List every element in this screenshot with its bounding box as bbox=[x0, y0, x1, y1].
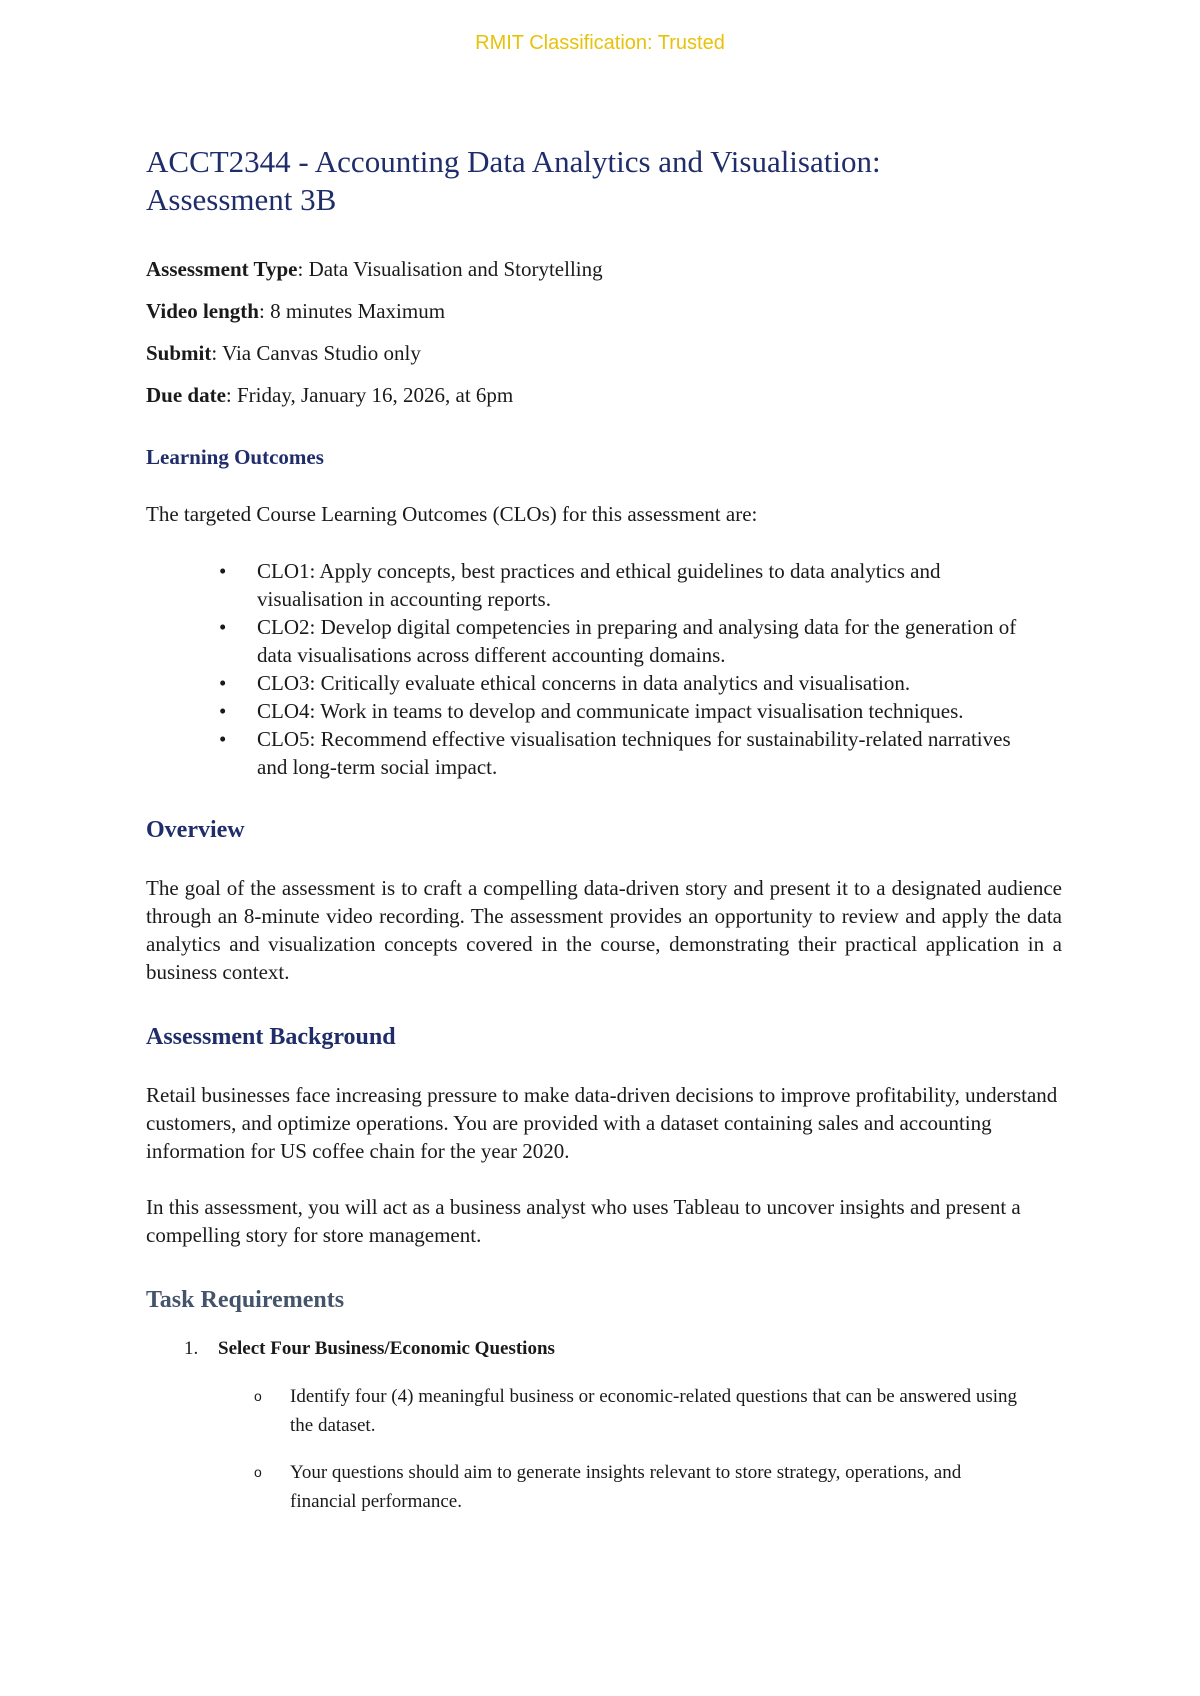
task-title: Select Four Business/Economic Questions bbox=[218, 1338, 555, 1359]
meta-label: Due date bbox=[146, 383, 226, 407]
learning-outcomes-intro: The targeted Course Learning Outcomes (CLOs) for this assessment are: bbox=[146, 502, 758, 526]
bullet-icon: • bbox=[219, 727, 227, 751]
clo-text: CLO4: Work in teams to develop and communicate impact visualisation techniques. bbox=[257, 699, 964, 723]
list-item bbox=[219, 697, 1037, 725]
document-title bbox=[146, 143, 1062, 219]
subitem-text: Your questions should aim to generate insights relevant to store strategy, operations, and financial performance. bbox=[290, 1462, 962, 1512]
overview-text: The goal of the assessment is to craft a compelling data-driven story and present it to a designated audience through an 8-minute video recording. The assessment provides an opportunity to review and apply the data analytics and visualization concepts covered in the course, demonstrating their practical application in a business context. bbox=[146, 876, 1062, 984]
document-title-line2: Assessment 3B bbox=[146, 182, 337, 217]
task-requirements-heading: Task Requirements bbox=[146, 1287, 345, 1313]
list-item bbox=[219, 557, 1037, 613]
clo-text: CLO3: Critically evaluate ethical concerns in data analytics and visualisation. bbox=[257, 671, 911, 695]
meta-value: : 8 minutes Maximum bbox=[258, 299, 446, 323]
clo-text: CLO2: Develop digital competencies in preparing and analysing data for the generation of data visualisations across different accounting domains. bbox=[257, 615, 1017, 667]
bullet-icon: • bbox=[219, 699, 227, 723]
meta-label: Assessment Type bbox=[146, 257, 298, 281]
background-paragraph-1: Retail businesses face increasing pressure to make data-driven decisions to improve profitability, understand customers, and optimize operations. You are provided with a dataset containing sales and accounting information for US coffee chain for the year 2020. bbox=[146, 1083, 1058, 1163]
task-number: 1. bbox=[184, 1338, 199, 1359]
list-item bbox=[254, 1382, 1030, 1440]
clo-text: CLO5: Recommend effective visualisation techniques for sustainability-related narratives and long-term social impact. bbox=[257, 727, 1011, 779]
assessment-type bbox=[146, 255, 1062, 283]
background-paragraph-2: In this assessment, you will act as a business analyst who uses Tableau to uncover insights and present a compelling story for store management. bbox=[146, 1195, 1021, 1247]
subitem-text: Identify four (4) meaningful business or economic-related questions that can be answered using the dataset. bbox=[290, 1386, 1018, 1436]
due-date bbox=[146, 381, 1062, 409]
meta-value: : Data Visualisation and Storytelling bbox=[297, 257, 603, 281]
clo-list bbox=[146, 557, 1062, 781]
overview-heading: Overview bbox=[146, 817, 245, 843]
document-title-line1: ACCT2344 - Accounting Data Analytics and Visualisation: bbox=[146, 144, 881, 179]
learning-outcomes-heading: Learning Outcomes bbox=[146, 445, 324, 469]
bullet-icon: • bbox=[219, 559, 227, 583]
assessment-details bbox=[146, 255, 1062, 409]
bullet-icon: • bbox=[219, 615, 227, 639]
meta-value: : Via Canvas Studio only bbox=[211, 341, 421, 365]
clo-text: CLO1: Apply concepts, best practices and ethical guidelines to data analytics and visualisation in accounting reports. bbox=[257, 559, 941, 611]
task-sub-list bbox=[184, 1382, 1062, 1516]
video-length bbox=[146, 297, 1062, 325]
list-item bbox=[254, 1458, 1030, 1516]
circle-bullet-icon: o bbox=[254, 1464, 262, 1480]
task-item bbox=[184, 1338, 1062, 1516]
circle-bullet-icon: o bbox=[254, 1388, 262, 1404]
meta-label: Video length bbox=[146, 299, 259, 323]
bullet-icon: • bbox=[219, 671, 227, 695]
list-item bbox=[219, 725, 1037, 781]
task-list bbox=[146, 1338, 1062, 1516]
classification-label: RMIT Classification: Trusted bbox=[475, 32, 725, 54]
submit-method bbox=[146, 339, 1062, 367]
list-item bbox=[219, 669, 1037, 697]
background-heading: Assessment Background bbox=[146, 1024, 396, 1050]
list-item bbox=[219, 613, 1037, 669]
meta-value: : Friday, January 16, 2026, at 6pm bbox=[225, 383, 514, 407]
document-page bbox=[146, 143, 1062, 1534]
meta-label: Submit bbox=[146, 341, 212, 365]
